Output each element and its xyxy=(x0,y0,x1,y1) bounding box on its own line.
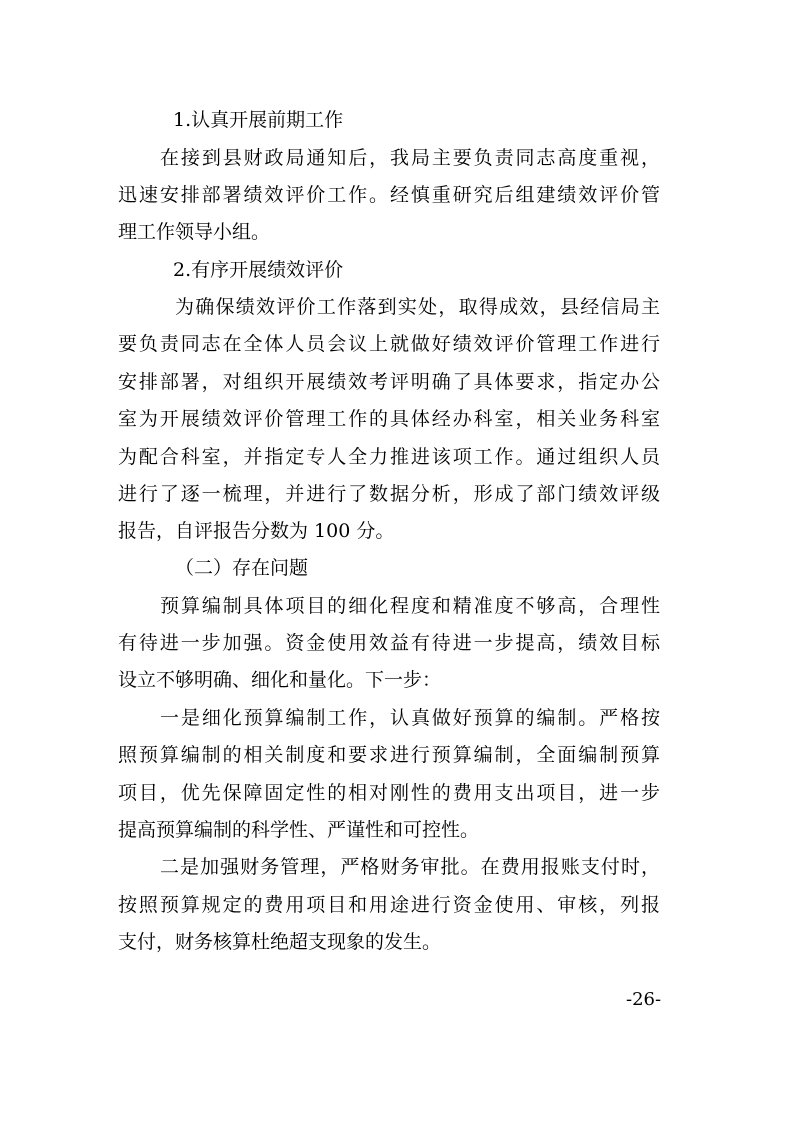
paragraph-line: 要负责同志在全体人员会议上就做好绩效评价管理工作进行 xyxy=(118,333,660,355)
paragraph-line: 为配合科室，并指定专人全力推进该项工作。通过组织人员 xyxy=(118,446,660,468)
paragraph-line: 进行了逐一梳理，并进行了数据分析，形成了部门绩效评级 xyxy=(118,483,660,505)
paragraph-line: 报告，自评报告分数为 100 分。 xyxy=(118,520,395,542)
paragraph-line: 预算编制具体项目的细化程度和精准度不够高，合理性 xyxy=(160,595,660,617)
paragraph-line: 提高预算编制的科学性、严谨性和可控性。 xyxy=(118,819,480,841)
paragraph-line: 按照预算规定的费用项目和用途进行资金使用、审核，列报 xyxy=(118,894,660,916)
paragraph-line: 理工作领导小组。 xyxy=(118,221,271,243)
section-heading-3: （二）存在问题 xyxy=(175,557,309,579)
section-heading-2: 2.有序开展绩效评价 xyxy=(173,259,344,281)
paragraph-line: 照预算编制的相关制度和要求进行预算编制，全面编制预算 xyxy=(118,744,660,766)
paragraph-line: 有待进一步加强。资金使用效益有待进一步提高，绩效目标 xyxy=(118,632,660,654)
paragraph-line: 一是细化预算编制工作，认真做好预算的编制。严格按 xyxy=(160,707,660,729)
paragraph-line: 项目，优先保障固定性的相对刚性的费用支出项目，进一步 xyxy=(118,782,660,804)
paragraph-line: 设立不够明确、细化和量化。下一步： xyxy=(118,669,442,691)
section-heading-1: 1.认真开展前期工作 xyxy=(173,109,344,131)
paragraph-line: 二是加强财务管理，严格财务审批。在费用报账支付时， xyxy=(160,856,660,878)
paragraph-line: 室为开展绩效评价管理工作的具体经办科室，相关业务科室 xyxy=(118,408,660,430)
paragraph-line: 在接到县财政局通知后，我局主要负责同志高度重视， xyxy=(160,147,660,169)
paragraph-line: 安排部署，对组织开展绩效考评明确了具体要求，指定办公 xyxy=(118,371,660,393)
paragraph-line: 为确保绩效评价工作落到实处，取得成效，县经信局主 xyxy=(175,296,660,318)
paragraph-line: 迅速安排部署绩效评价工作。经慎重研究后组建绩效评价管 xyxy=(118,184,660,206)
paragraph-line: 支付，财务核算杜绝超支现象的发生。 xyxy=(118,931,442,953)
page-number: -26- xyxy=(626,989,662,1010)
